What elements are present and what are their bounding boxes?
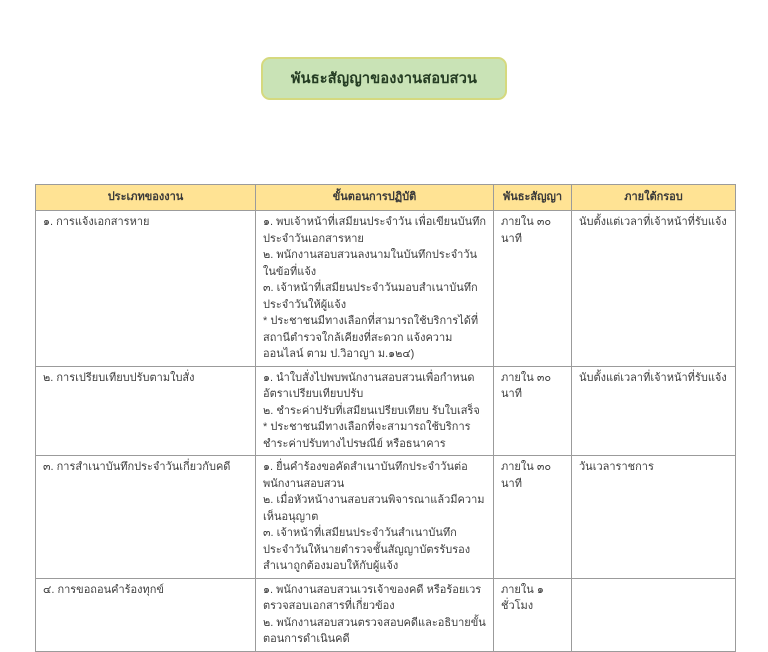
commitment-cell: ภายใน ๑ ชั่วโมง bbox=[494, 578, 572, 651]
step-item: ๓. เจ้าหน้าที่เสมียนประจำวันมอบสำเนาบันทึกประจำวันให้ผู้แจ้ง bbox=[263, 282, 478, 311]
col-header-commitment: พันธะสัญญา bbox=[494, 185, 572, 211]
work-type-cell: ๑. การแจ้งเอกสารหาย bbox=[36, 211, 256, 367]
step-item: ๒. พนักงานสอบสวนลงนามในบันทึกประจำวันในข้อที่แจ้ง bbox=[263, 249, 478, 278]
step-item: ๒. ชำระค่าปรับที่เสมียนเปรียบเทียบ รับใบเสร็จ bbox=[263, 404, 480, 417]
scope-cell: นับตั้งแต่เวลาที่เจ้าหน้าที่รับแจ้ง bbox=[572, 211, 736, 367]
commitment-cell: ภายใน ๓๐ นาที bbox=[494, 211, 572, 367]
step-item: ๑. พนักงานสอบสวนเวรเจ้าของคดี หรือร้อยเวรตรวจสอบเอกสารที่เกี่ยวข้อง bbox=[263, 583, 482, 612]
table-row bbox=[36, 366, 736, 456]
document-page bbox=[0, 57, 768, 645]
scope-cell bbox=[572, 578, 736, 651]
table-header bbox=[36, 185, 736, 211]
work-type-cell: ๔. การขอถอนคำร้องทุกข์ bbox=[36, 578, 256, 651]
title-banner bbox=[261, 57, 507, 100]
step-item-note: * ประชาชนมีทางเลือกที่สามารถใช้บริการได้ที่สถานีตำรวจใกล้เคียงที่สะดวก แจ้งความออนไลน์ ตาม ป.วิอาญา ม.๑๒๔) bbox=[263, 315, 479, 360]
commitment-cell: ภายใน ๓๐ นาที bbox=[494, 366, 572, 456]
step-item: ๒. เมื่อหัวหน้างานสอบสวนพิจารณาแล้วมีความเห็นอนุญาต bbox=[263, 494, 485, 523]
col-header-scope: ภายใต้กรอบ bbox=[572, 185, 736, 211]
col-header-work-type: ประเภทของงาน bbox=[36, 185, 256, 211]
page-title: พันธะสัญญาของงานสอบสวน bbox=[290, 71, 478, 87]
procedure-cell bbox=[256, 211, 494, 367]
commitment-table bbox=[35, 184, 736, 652]
step-item: ๒. พนักงานสอบสวนตรวจสอบคดีและอธิบายขั้นตอนการดำเนินคดี bbox=[263, 616, 486, 645]
step-item: ๑. นำใบสั่งไปพบพนักงานสอบสวนเพื่อกำหนดอัตราเปรียบเทียบปรับ bbox=[263, 371, 475, 400]
procedure-cell bbox=[256, 578, 494, 651]
step-item-note: * ประชาชนมีทางเลือกที่จะสามารถใช้บริการชำระค่าปรับทางไปรษณีย์ หรือธนาคาร bbox=[263, 421, 471, 450]
table-row bbox=[36, 578, 736, 651]
col-header-procedure: ขั้นตอนการปฏิบัติ bbox=[256, 185, 494, 211]
scope-cell: นับตั้งแต่เวลาที่เจ้าหน้าที่รับแจ้ง bbox=[572, 366, 736, 456]
work-type-cell: ๒. การเปรียบเทียบปรับตามใบสั่ง bbox=[36, 366, 256, 456]
step-item: ๑. ยื่นคำร้องขอคัดสำเนาบันทึกประจำวันต่อพนักงานสอบสวน bbox=[263, 461, 468, 490]
step-item: ๑. พบเจ้าหน้าที่เสมียนประจำวัน เพื่อเขียนบันทึกประจำวันเอกสารหาย bbox=[263, 216, 487, 245]
table-row bbox=[36, 456, 736, 579]
table-row bbox=[36, 211, 736, 367]
procedure-cell bbox=[256, 456, 494, 579]
commitment-cell: ภายใน ๓๐ นาที bbox=[494, 456, 572, 579]
step-item: ๓. เจ้าหน้าที่เสมียนประจำวันสำเนาบันทึกประจำวันให้นายตำรวจชั้นสัญญาบัตรรับรองสำเนาถูกต้องมอบให้กับผู้แจ้ง bbox=[263, 527, 471, 572]
work-type-cell: ๓. การสำเนาบันทึกประจำวันเกี่ยวกับคดี bbox=[36, 456, 256, 579]
procedure-cell bbox=[256, 366, 494, 456]
scope-cell: วันเวลาราชการ bbox=[572, 456, 736, 579]
